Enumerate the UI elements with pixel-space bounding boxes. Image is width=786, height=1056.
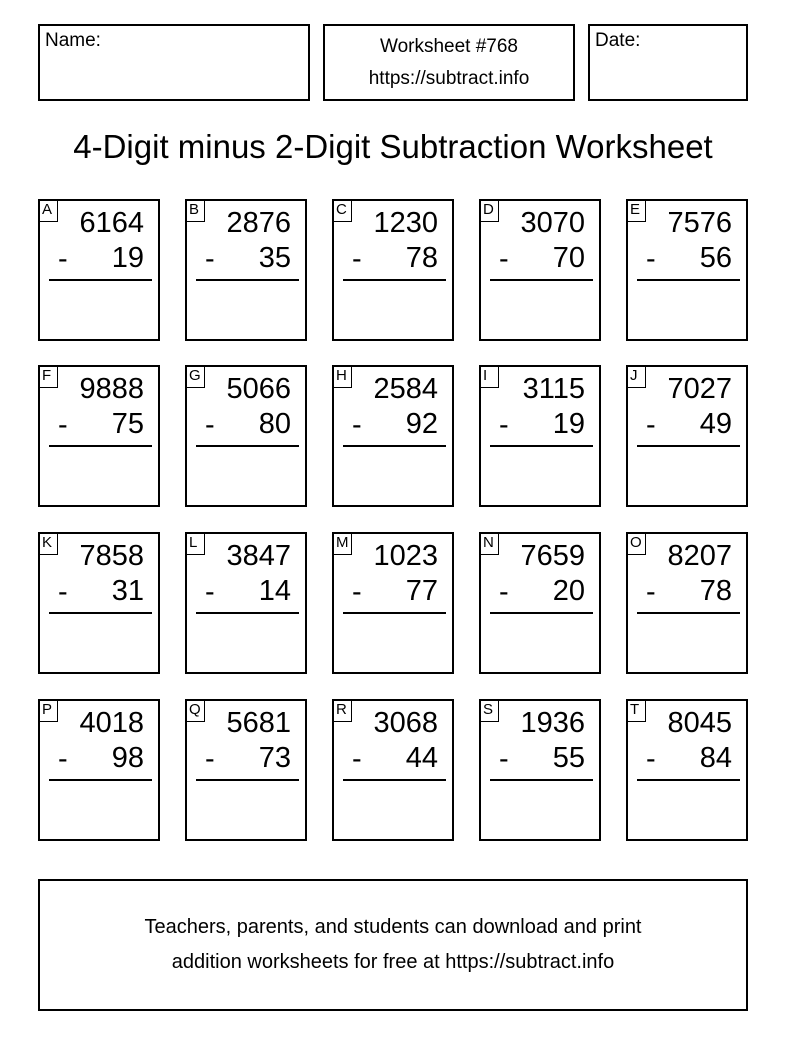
- problem-letter: I: [479, 365, 499, 388]
- problem-letter: B: [185, 199, 205, 222]
- subtrahend: 19: [111, 242, 144, 274]
- subtrahend: 44: [405, 742, 438, 774]
- subtrahend: 75: [111, 408, 144, 440]
- answer-line: [490, 445, 593, 447]
- problem-letter: J: [626, 365, 646, 388]
- minus-sign: -: [205, 576, 215, 608]
- minus-sign: -: [352, 243, 362, 275]
- problem-card-r[interactable]: [332, 699, 454, 841]
- minuend: 8045: [667, 707, 732, 739]
- problem-letter: S: [479, 699, 499, 722]
- problem-card-f[interactable]: [38, 365, 160, 507]
- minuend: 9888: [79, 373, 144, 405]
- minus-sign: -: [499, 576, 509, 608]
- problem-letter: C: [332, 199, 352, 222]
- answer-line: [49, 279, 152, 281]
- minuend: 7858: [79, 540, 144, 572]
- problem-card-q[interactable]: [185, 699, 307, 841]
- minus-sign: -: [58, 576, 68, 608]
- minus-sign: -: [499, 243, 509, 275]
- answer-line: [637, 279, 740, 281]
- answer-line: [196, 779, 299, 781]
- answer-line: [637, 612, 740, 614]
- problem-letter: H: [332, 365, 352, 388]
- page-title: 4-Digit minus 2-Digit Subtraction Worksheet: [73, 128, 713, 165]
- subtrahend: 49: [699, 408, 732, 440]
- problem-card-b[interactable]: [185, 199, 307, 341]
- name-box[interactable]: [38, 24, 310, 101]
- problem-letter: G: [185, 365, 205, 388]
- subtrahend: 78: [699, 575, 732, 607]
- worksheet-url[interactable]: https://subtract.info: [368, 68, 530, 89]
- problem-letter: P: [38, 699, 58, 722]
- subtrahend: 80: [258, 408, 291, 440]
- problem-card-h[interactable]: [332, 365, 454, 507]
- answer-line: [196, 279, 299, 281]
- minuend: 7576: [667, 207, 732, 239]
- problem-card-a[interactable]: [38, 199, 160, 341]
- subtrahend: 31: [111, 575, 144, 607]
- minus-sign: -: [646, 743, 656, 775]
- answer-line: [343, 612, 446, 614]
- subtrahend: 84: [699, 742, 732, 774]
- problem-card-g[interactable]: [185, 365, 307, 507]
- minuend: 4018: [79, 707, 144, 739]
- subtrahend: 14: [258, 575, 291, 607]
- problem-letter: D: [479, 199, 499, 222]
- subtrahend: 78: [405, 242, 438, 274]
- minus-sign: -: [58, 743, 68, 775]
- problem-letter: N: [479, 532, 499, 555]
- answer-line: [637, 779, 740, 781]
- answer-line: [343, 279, 446, 281]
- problem-card-s[interactable]: [479, 699, 601, 841]
- subtrahend: 73: [258, 742, 291, 774]
- problem-letter: K: [38, 532, 58, 555]
- problem-card-j[interactable]: [626, 365, 748, 507]
- minuend: 3847: [226, 540, 291, 572]
- minuend: 3070: [520, 207, 585, 239]
- minuend: 1230: [373, 207, 438, 239]
- footer-line-1: Teachers, parents, and students can download and print: [144, 916, 642, 938]
- subtrahend: 56: [699, 242, 732, 274]
- minus-sign: -: [205, 743, 215, 775]
- minuend: 3068: [373, 707, 438, 739]
- problem-letter: Q: [185, 699, 205, 722]
- minus-sign: -: [499, 409, 509, 441]
- subtrahend: 92: [405, 408, 438, 440]
- problem-card-k[interactable]: [38, 532, 160, 674]
- minuend: 5681: [226, 707, 291, 739]
- subtrahend: 19: [552, 408, 585, 440]
- minus-sign: -: [646, 576, 656, 608]
- subtrahend: 98: [111, 742, 144, 774]
- subtrahend: 55: [552, 742, 585, 774]
- subtrahend: 35: [258, 242, 291, 274]
- problem-card-i[interactable]: [479, 365, 601, 507]
- problem-letter: R: [332, 699, 352, 722]
- problem-letter: T: [626, 699, 646, 722]
- minus-sign: -: [499, 743, 509, 775]
- subtrahend: 20: [552, 575, 585, 607]
- minuend: 6164: [79, 207, 144, 239]
- minuend: 7659: [520, 540, 585, 572]
- date-label: Date:: [595, 30, 641, 51]
- answer-line: [490, 612, 593, 614]
- problem-card-d[interactable]: [479, 199, 601, 341]
- answer-line: [490, 779, 593, 781]
- minus-sign: -: [646, 409, 656, 441]
- minuend: 5066: [226, 373, 291, 405]
- minus-sign: -: [205, 409, 215, 441]
- footer-box: [38, 879, 748, 1011]
- date-box[interactable]: [588, 24, 748, 101]
- minus-sign: -: [58, 409, 68, 441]
- minus-sign: -: [352, 576, 362, 608]
- problem-letter: E: [626, 199, 646, 222]
- worksheet-number: Worksheet #768: [379, 36, 518, 57]
- minuend: 1023: [373, 540, 438, 572]
- subtrahend: 77: [405, 575, 438, 607]
- name-label: Name:: [45, 30, 101, 51]
- minuend: 2584: [373, 373, 438, 405]
- minuend: 3115: [522, 373, 585, 405]
- minus-sign: -: [352, 743, 362, 775]
- problem-letter: M: [332, 532, 352, 555]
- footer-line-2[interactable]: addition worksheets for free at https://subtract.info: [171, 951, 615, 973]
- answer-line: [490, 279, 593, 281]
- problem-card-c[interactable]: [332, 199, 454, 341]
- subtrahend: 70: [552, 242, 585, 274]
- problem-card-o[interactable]: [626, 532, 748, 674]
- problem-letter: O: [626, 532, 646, 555]
- problem-letter: A: [38, 199, 58, 222]
- answer-line: [196, 445, 299, 447]
- answer-line: [49, 612, 152, 614]
- answer-line: [343, 779, 446, 781]
- problem-card-n[interactable]: [479, 532, 601, 674]
- problem-letter: L: [185, 532, 205, 555]
- answer-line: [49, 445, 152, 447]
- problem-card-t[interactable]: [626, 699, 748, 841]
- problem-card-p[interactable]: [38, 699, 160, 841]
- minus-sign: -: [646, 243, 656, 275]
- minuend: 8207: [667, 540, 732, 572]
- minus-sign: -: [58, 243, 68, 275]
- answer-line: [196, 612, 299, 614]
- answer-line: [343, 445, 446, 447]
- problem-card-e[interactable]: [626, 199, 748, 341]
- problem-card-m[interactable]: [332, 532, 454, 674]
- problem-card-l[interactable]: [185, 532, 307, 674]
- minuend: 1936: [520, 707, 585, 739]
- minuend: 2876: [226, 207, 291, 239]
- minus-sign: -: [352, 409, 362, 441]
- answer-line: [49, 779, 152, 781]
- minuend: 7027: [667, 373, 732, 405]
- problem-letter: F: [38, 365, 58, 388]
- answer-line: [637, 445, 740, 447]
- worksheet-info-box: [323, 24, 575, 101]
- minus-sign: -: [205, 243, 215, 275]
